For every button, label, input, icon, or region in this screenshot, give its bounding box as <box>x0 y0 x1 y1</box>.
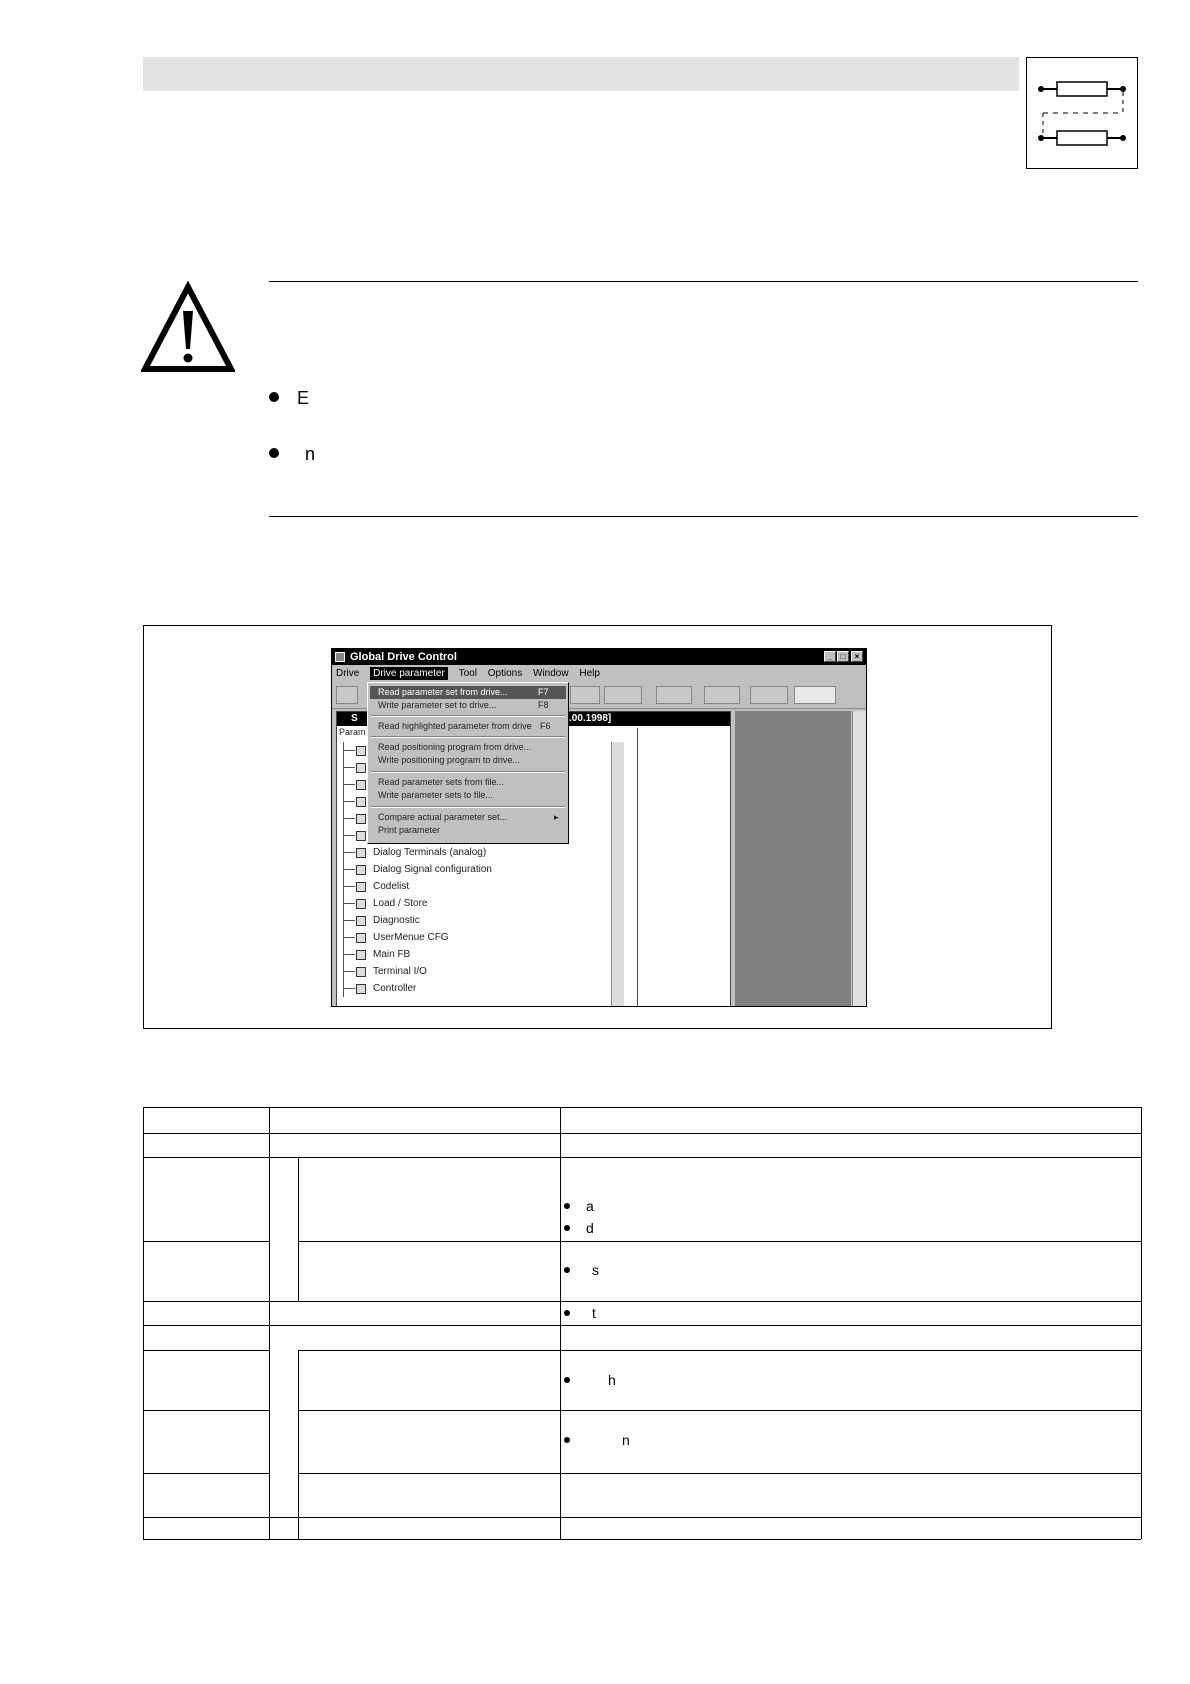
window-title-bar <box>332 649 866 665</box>
menu-item-print-parameter[interactable]: Print parameter <box>378 825 441 835</box>
drive-parameter-menu: Read parameter set from drive... F7 Write parameter set to drive... F8 Read highlighted parameter from drive F6 Read positioning program from drive... Write positioning program to drive... Read parameter sets from file... Write parameter sets to file... Compare actual parameter set... ▸ Print parameter <box>367 682 569 844</box>
toolbar-button[interactable] <box>656 686 692 704</box>
menu-item-read-parameter-sets-file[interactable]: Read parameter sets from file... <box>378 777 505 787</box>
close-button[interactable]: × <box>851 651 863 662</box>
book-icon <box>356 814 366 824</box>
book-icon <box>356 916 366 926</box>
tree-item[interactable]: UserMenue CFG <box>343 929 603 946</box>
table-bullet: t <box>564 1305 596 1321</box>
book-icon <box>356 899 366 909</box>
table-bullet: n <box>564 1432 630 1448</box>
table-bullet: a <box>564 1198 594 1214</box>
book-icon <box>356 950 366 960</box>
toolbar-button[interactable] <box>570 686 600 704</box>
submenu-arrow-icon: ▸ <box>554 812 559 822</box>
toolbar-button[interactable] <box>704 686 740 704</box>
menu-separator <box>371 715 565 717</box>
menu-window[interactable]: Window <box>533 668 569 679</box>
book-icon <box>356 763 366 773</box>
menu-bar <box>332 665 866 682</box>
book-icon <box>356 865 366 875</box>
book-icon <box>356 831 366 841</box>
book-icon <box>356 967 366 977</box>
toolbar-button[interactable] <box>750 686 788 704</box>
book-icon <box>356 780 366 790</box>
table-bullet: d <box>564 1220 594 1236</box>
menu-separator <box>371 771 565 773</box>
menu-item-read-positioning-program[interactable]: Read positioning program from drive... <box>378 742 532 752</box>
tree-item[interactable]: Terminal I/O <box>343 963 603 980</box>
app-icon <box>335 652 345 662</box>
minimize-button[interactable]: _ <box>824 651 836 662</box>
tree-item[interactable]: Dialog Signal configuration <box>343 861 603 878</box>
book-icon <box>356 933 366 943</box>
detail-pane <box>637 728 726 1006</box>
tree-scrollbar[interactable] <box>611 742 624 1006</box>
tree-item[interactable]: Main FB <box>343 946 603 963</box>
menu-drive[interactable]: Drive <box>336 668 360 679</box>
menu-item-read-highlighted-parameter[interactable]: Read highlighted parameter from drive <box>378 721 532 731</box>
book-icon <box>356 984 366 994</box>
warning-top-rule <box>269 281 1138 282</box>
main-scrollbar[interactable] <box>852 711 867 1007</box>
menu-drive-parameter[interactable]: Drive parameter <box>370 667 448 680</box>
table-bullet: h <box>564 1372 616 1388</box>
tree-item[interactable]: Dialog Terminals (analog) <box>343 844 603 861</box>
parameter-window-title: S .00.1998] <box>337 712 730 726</box>
column-header: Param <box>339 727 366 737</box>
menu-item-write-positioning-program[interactable]: Write positioning program to drive... <box>378 755 520 765</box>
warning-bottom-rule <box>269 516 1138 517</box>
book-icon <box>356 882 366 892</box>
tree-item[interactable]: Codelist <box>343 878 603 895</box>
tree-item[interactable]: Controller <box>343 980 603 997</box>
toolbar-button[interactable] <box>794 686 836 704</box>
mdi-background <box>735 711 851 1007</box>
book-icon <box>356 797 366 807</box>
toolbar-button[interactable] <box>336 686 358 704</box>
warning-bullet-2: n <box>269 444 315 464</box>
warning-icon <box>141 281 235 378</box>
tree-item[interactable]: Load / Store <box>343 895 603 912</box>
menu-item-write-parameter-sets-file[interactable]: Write parameter sets to file... <box>378 790 493 800</box>
tree-item[interactable]: Diagnostic <box>343 912 603 929</box>
menu-options[interactable]: Options <box>487 668 523 679</box>
menu-separator <box>371 806 565 808</box>
menu-help[interactable]: Help <box>579 668 600 679</box>
circuit-icon <box>1027 58 1137 168</box>
header-bar <box>143 57 1019 91</box>
table-bullet: s <box>564 1262 599 1278</box>
menu-separator <box>371 736 565 738</box>
maximize-button[interactable]: □ <box>837 651 849 662</box>
product-logo <box>1026 57 1138 169</box>
menu-item-read-parameter-set[interactable]: Read parameter set from drive... <box>378 687 508 697</box>
toolbar-button[interactable] <box>604 686 642 704</box>
menu-item-compare-parameter-set[interactable]: Compare actual parameter set... <box>378 812 508 822</box>
gdc-screenshot <box>331 648 867 1007</box>
menu-tool[interactable]: Tool <box>458 668 477 679</box>
warning-bullet-1: E <box>269 388 309 408</box>
book-icon <box>356 848 366 858</box>
window-title: Global Drive Control <box>350 651 457 663</box>
menu-item-write-parameter-set[interactable]: Write parameter set to drive... <box>378 700 497 710</box>
book-icon <box>356 746 366 756</box>
